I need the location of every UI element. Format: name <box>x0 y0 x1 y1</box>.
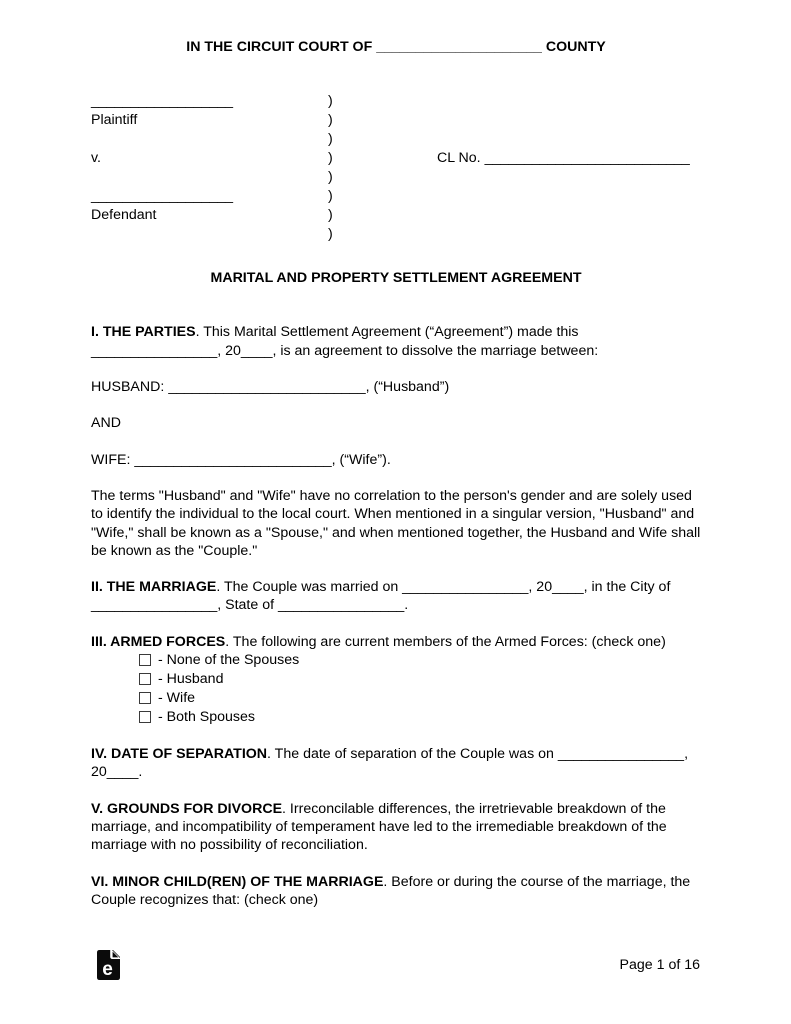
caption-paren: ) <box>328 188 333 205</box>
caption-paren: ) <box>328 150 333 167</box>
and-line: AND <box>91 415 121 432</box>
section-marriage-heading: II. THE MARRIAGE <box>91 579 217 596</box>
section-marriage <box>91 578 701 614</box>
agreement-body <box>91 323 701 909</box>
plaintiff-name-blank[interactable]: __________________ <box>91 93 234 110</box>
case-caption <box>91 92 701 244</box>
caption-spacer <box>437 92 701 111</box>
husband-suffix: , (“Husband”) <box>365 379 450 395</box>
checkbox-husband[interactable] <box>139 673 151 685</box>
cl-number-label: CL No. <box>437 150 481 167</box>
armed-forces-option-label: - Both Spouses <box>158 709 256 726</box>
armed-forces-option-label: - None of the Spouses <box>158 652 300 669</box>
section-date-of-separation-heading: IV. DATE OF SEPARATION <box>91 746 268 763</box>
section-marriage-text: . The Couple was married on ________________, 20____, in the City of ________________, State of ________________. <box>91 579 671 614</box>
caption-paren: ) <box>328 226 333 243</box>
husband-line <box>91 378 701 396</box>
terms-paragraph: The terms "Husband" and "Wife" have no correlation to the person's gender and are solely used to identify the individual to the local court. When mentioned in a singular version, "Husband" and "Wife," shall be known as a "Spouse," and when mentioned together, the Husband and Wife shall be known as the "Couple." <box>91 488 701 559</box>
section-armed-forces-text: . The following are current members of the Armed Forces: (check one) <box>225 633 666 650</box>
section-armed-forces <box>91 633 701 651</box>
page-footer <box>97 948 700 982</box>
armed-forces-option <box>139 651 701 670</box>
checkbox-wife[interactable] <box>139 692 151 704</box>
caption-paren: ) <box>328 112 333 129</box>
section-armed-forces-heading: III. ARMED FORCES <box>91 633 226 650</box>
page-number: Page 1 of 16 <box>619 956 700 973</box>
caption-paren: ) <box>328 207 333 224</box>
svg-text:e: e <box>102 959 113 980</box>
section-parties <box>91 323 701 359</box>
eforms-logo <box>97 950 120 980</box>
section-parties-text: . This Marital Settlement Agreement (“Agreement”) made this ________________, 20____, is an agreement to dissolve the marriage between: <box>91 324 599 359</box>
section-parties-heading: I. THE PARTIES <box>91 324 196 341</box>
husband-name-blank[interactable]: _________________________ <box>168 379 366 395</box>
section-grounds-for-divorce-text: . Irreconcilable differences, the irretrievable breakdown of the marriage, and incompatibility of temperament have led to the irremediable breakdown of the marriage with no possibility of reconciliation. <box>91 800 667 854</box>
cl-number-blank[interactable]: __________________________ <box>484 150 690 167</box>
court-header: IN THE CIRCUIT COURT OF _____________________ COUNTY <box>186 39 606 55</box>
checkbox-both-spouses[interactable] <box>139 711 151 723</box>
wife-label: WIFE: <box>91 451 131 468</box>
armed-forces-option <box>139 670 701 689</box>
caption-spacer <box>437 111 701 130</box>
caption-paren: ) <box>328 131 333 148</box>
caption-spacer <box>91 225 328 244</box>
caption-spacer <box>437 130 701 149</box>
wife-line <box>91 451 701 469</box>
section-minor-children-heading: VI. MINOR CHILD(REN) OF THE MARRIAGE <box>91 873 384 890</box>
section-minor-children <box>91 873 701 909</box>
armed-forces-option-label: - Wife <box>158 690 196 707</box>
armed-forces-option-label: - Husband <box>158 671 224 688</box>
husband-label: HUSBAND: <box>91 379 165 395</box>
eforms-document-icon <box>97 950 120 980</box>
armed-forces-checklist <box>139 651 701 727</box>
plaintiff-label: Plaintiff <box>91 112 138 129</box>
section-grounds-for-divorce <box>91 800 701 855</box>
checkbox-none-of-the-spouses[interactable] <box>139 654 151 666</box>
document-content <box>91 38 701 927</box>
caption-case-number-column <box>437 92 701 244</box>
caption-paren-column <box>328 92 437 244</box>
document-title: MARITAL AND PROPERTY SETTLEMENT AGREEMENT <box>210 270 582 287</box>
defendant-name-blank[interactable]: __________________ <box>91 188 234 205</box>
wife-name-blank[interactable]: _________________________ <box>134 451 332 468</box>
caption-spacer <box>91 130 328 149</box>
caption-parties-column <box>91 92 328 244</box>
defendant-label: Defendant <box>91 207 157 224</box>
section-date-of-separation-text: . The date of separation of the Couple was on ________________, 20____. <box>91 746 689 781</box>
section-minor-children-text: . Before or during the course of the marriage, the Couple recognizes that: (check one) <box>91 873 691 908</box>
section-grounds-for-divorce-heading: V. GROUNDS FOR DIVORCE <box>91 800 283 817</box>
section-date-of-separation <box>91 745 701 781</box>
caption-paren: ) <box>328 169 333 186</box>
case-number-row <box>437 149 701 168</box>
armed-forces-option <box>139 689 701 708</box>
caption-paren: ) <box>328 93 333 110</box>
caption-spacer <box>91 168 328 187</box>
versus-label: v. <box>91 150 101 167</box>
armed-forces-option <box>139 708 701 727</box>
wife-suffix: , (“Wife”). <box>331 451 391 468</box>
